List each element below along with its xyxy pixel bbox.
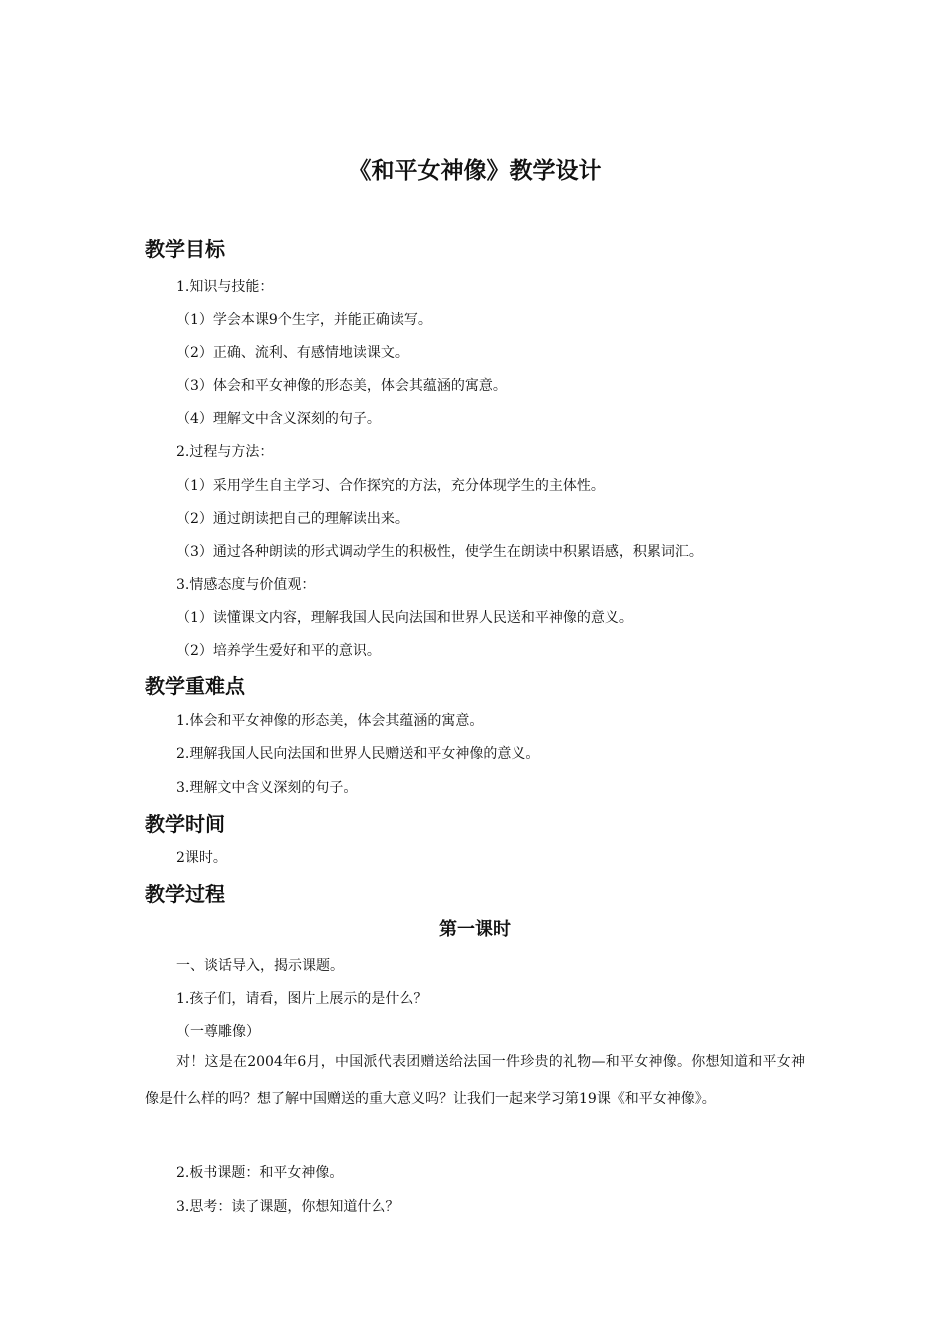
goals-line: （1）读懂课文内容，理解我国人民向法国和世界人民送和平神像的意义。: [176, 610, 633, 626]
goals-line: （3）通过各种朗读的形式调动学生的积极性，使学生在朗读中积累语感，积累词汇。: [176, 544, 703, 560]
section-heading-time: 教学时间: [145, 812, 225, 836]
keypoints-line: 1.体会和平女神像的形态美，体会其蕴涵的寓意。: [176, 713, 484, 729]
section-heading-process: 教学过程: [145, 882, 225, 906]
section-heading-goals: 教学目标: [145, 237, 225, 261]
goals-line: （3）体会和平女神像的形态美，体会其蕴涵的寓意。: [176, 378, 507, 394]
process-line: （一尊雕像）: [176, 1024, 260, 1040]
goals-line: 3.情感态度与价值观：: [176, 577, 316, 593]
process-line: 一、谈话导入，揭示课题。: [176, 958, 344, 974]
process-line: 3.思考：读了课题，你想知道什么？: [176, 1199, 400, 1215]
process-line: 1.孩子们，请看，图片上展示的是什么？: [176, 991, 428, 1007]
goals-line: （1）采用学生自主学习、合作探究的方法，充分体现学生的主体性。: [176, 478, 605, 494]
lesson-subheading: 第一课时: [439, 919, 511, 940]
process-line: 2.板书课题：和平女神像。: [176, 1165, 344, 1181]
goals-line: （2）通过朗读把自己的理解读出来。: [176, 511, 409, 527]
process-paragraph: 对！这是在2004年6月，中国派代表团赠送给法国一件珍贵的礼物—和平女神像。你想知道和平女神像是什么样的吗？想了解中国赠送的重大意义吗？让我们一起来学习第19课《和平女神像》。: [145, 1054, 805, 1107]
goals-line: （2）培养学生爱好和平的意识。: [176, 643, 381, 659]
goals-line: （2）正确、流利、有感情地读课文。: [176, 345, 409, 361]
section-heading-keypoints: 教学重难点: [145, 674, 245, 698]
goals-line: 2.过程与方法：: [176, 444, 274, 460]
keypoints-line: 3.理解文中含义深刻的句子。: [176, 780, 358, 796]
goals-line: 1.知识与技能：: [176, 279, 274, 295]
goals-line: （4）理解文中含义深刻的句子。: [176, 411, 381, 427]
goals-line: （1）学会本课9个生字，并能正确读写。: [176, 312, 432, 328]
time-line: 2课时。: [176, 850, 227, 866]
document-title: 《和平女神像》教学设计: [348, 158, 602, 184]
keypoints-line: 2.理解我国人民向法国和世界人民赠送和平女神像的意义。: [176, 746, 540, 762]
